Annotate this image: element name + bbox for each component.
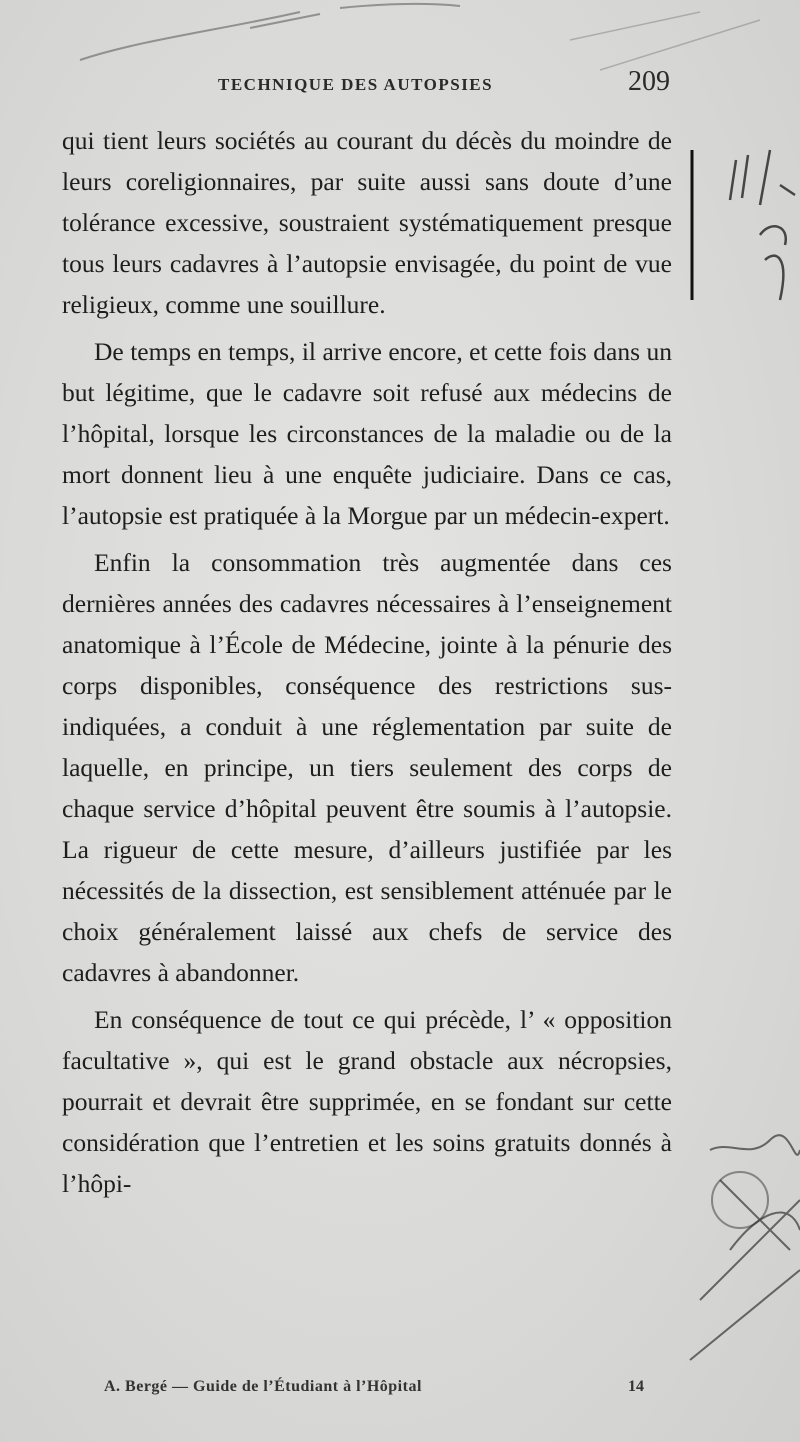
page-footer bbox=[104, 1378, 644, 1396]
running-header bbox=[62, 66, 670, 96]
paragraph: Enfin la consommation très augmentée dans ces dernières années des cadavres nécessaires à l’enseignement anatomique à l’École de Médecine, jointe à la pénurie des corps disponibles, conséquence des restrictions sus-indiquées, a conduit à une réglementation par suite de laquelle, en principe, un tiers seulement des corps de chaque service d’hôpital peuvent être soumis à l’autopsie. La rigueur de cette mesure, d’ailleurs justifiée par les nécessités de la dissection, est sensiblement atténuée par le choix généralement laissé aux chefs de service des cadavres à abandonner. bbox=[62, 548, 672, 987]
signature-number: 14 bbox=[628, 1378, 644, 1395]
paragraph: De temps en temps, il arrive encore, et cette fois dans un but légitime, que le cadavre soit refusé aux médecins de l’hôpital, lorsque les circonstances de la maladie ou de la mort donnent lieu à une enquête judiciaire. Dans ce cas, l’autopsie est pratiquée à la Morgue par un médecin-expert. bbox=[62, 337, 672, 530]
body-text bbox=[62, 120, 672, 1210]
page-number: 209 bbox=[628, 66, 670, 97]
paragraph: En conséquence de tout ce qui précède, l’ « opposition facultative », qui est le grand obstacle aux nécropsies, pourrait et devrait être supprimée, en se fondant sur cette considération que l’entretien et les soins gratuits donnés à l’hôpi- bbox=[62, 1005, 672, 1198]
running-title: TECHNIQUE DES AUTOPSIES bbox=[218, 75, 494, 94]
paragraph: qui tient leurs sociétés au courant du décès du moindre de leurs coreligionnaires, par suite aussi sans doute d’une tolérance excessive, soustraient systématiquement presque tous leurs cadavres à l’autopsie envisagée, du point de vue religieux, comme une souillure. bbox=[62, 126, 672, 319]
footer-citation: A. Bergé — Guide de l’Étudiant à l’Hôpital bbox=[104, 1378, 422, 1395]
